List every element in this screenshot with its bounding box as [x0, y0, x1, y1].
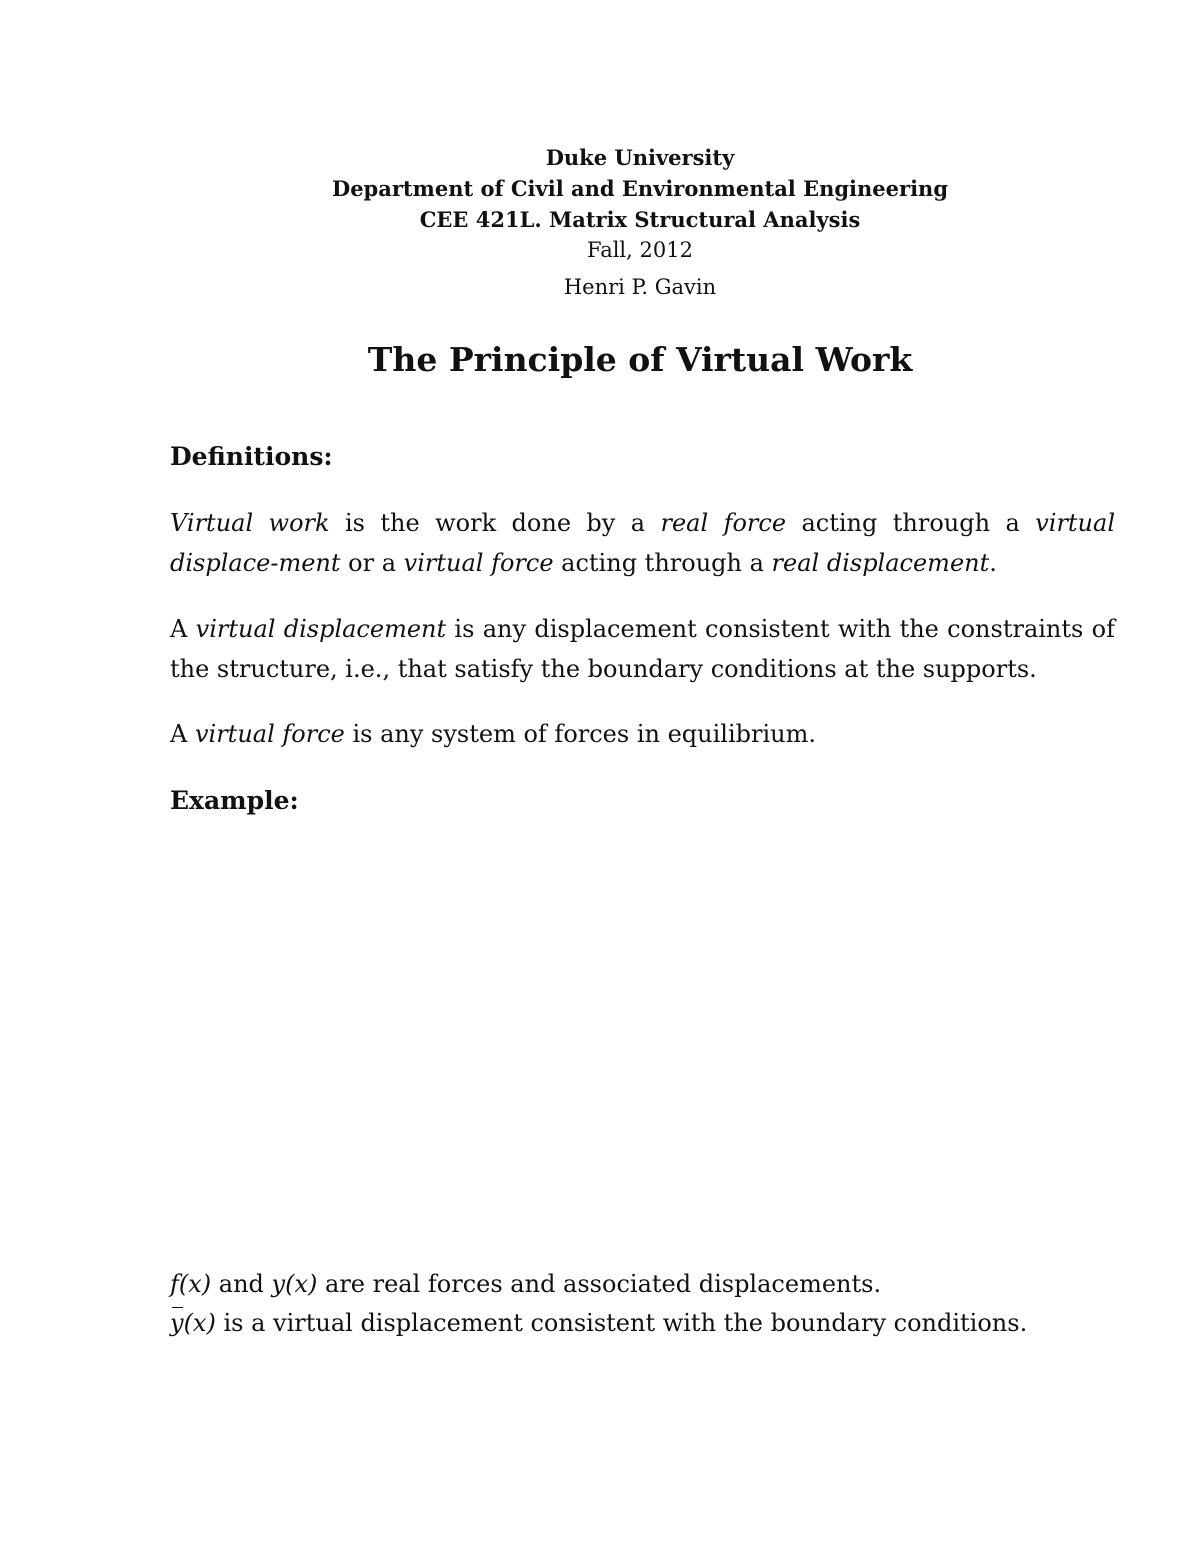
math-arg-x: (x) [183, 1309, 216, 1337]
term-real-force: real force [660, 509, 787, 537]
example-figure-area [170, 850, 1115, 1250]
text-segment: A [170, 720, 195, 748]
text-segment: acting through a [553, 549, 772, 577]
text-segment: are real forces and associated displacements. [317, 1270, 882, 1298]
example-line-virtual [170, 1303, 1115, 1343]
term-virtual-force: virtual force [403, 549, 554, 577]
university-name: Duke University [545, 145, 735, 170]
definition-virtual-displacement [170, 609, 1115, 689]
definition-virtual-force [170, 714, 1115, 754]
text-segment: is a virtual displacement consistent with the boundary conditions. [215, 1309, 1028, 1337]
term: Fall, 2012 [587, 238, 693, 262]
text-segment: is any system of forces in equilibrium. [344, 720, 816, 748]
term-virtual-displacement: virtual displace-ment [170, 509, 1115, 577]
author: Henri P. Gavin [563, 275, 717, 299]
definition-virtual-work [170, 503, 1115, 583]
term-virtual-displacement: virtual displacement [195, 615, 447, 643]
document-title: The Principle of Virtual Work [367, 340, 913, 379]
text-segment: is the work done by a [329, 509, 661, 537]
text-segment: A [170, 615, 196, 643]
term-virtual-work: Virtual work [170, 509, 330, 537]
definitions-heading: Definitions: [170, 442, 333, 471]
example-line-real [170, 1264, 1115, 1304]
term-real-displacement: real displacement [771, 549, 990, 577]
math-y-of-x: y(x) [271, 1270, 318, 1298]
example-heading: Example: [170, 786, 299, 815]
text-segment: acting through a [786, 509, 1036, 537]
text-segment: . [989, 549, 997, 577]
document-header [0, 142, 1200, 299]
text-segment: or a [340, 549, 404, 577]
course-title: CEE 421L. Matrix Structural Analysis [419, 207, 861, 232]
department-name: Department of Civil and Environmental Engineering [331, 176, 949, 201]
text-segment: is any displacement consistent with the constraints of the structure, i.e., that satisfy the boundary conditions at the supports. [170, 615, 1115, 683]
math-f-of-x: f(x) [170, 1270, 212, 1298]
term-virtual-force: virtual force [194, 720, 345, 748]
text-segment: and [211, 1270, 272, 1298]
math-y-bar: y [170, 1303, 184, 1343]
